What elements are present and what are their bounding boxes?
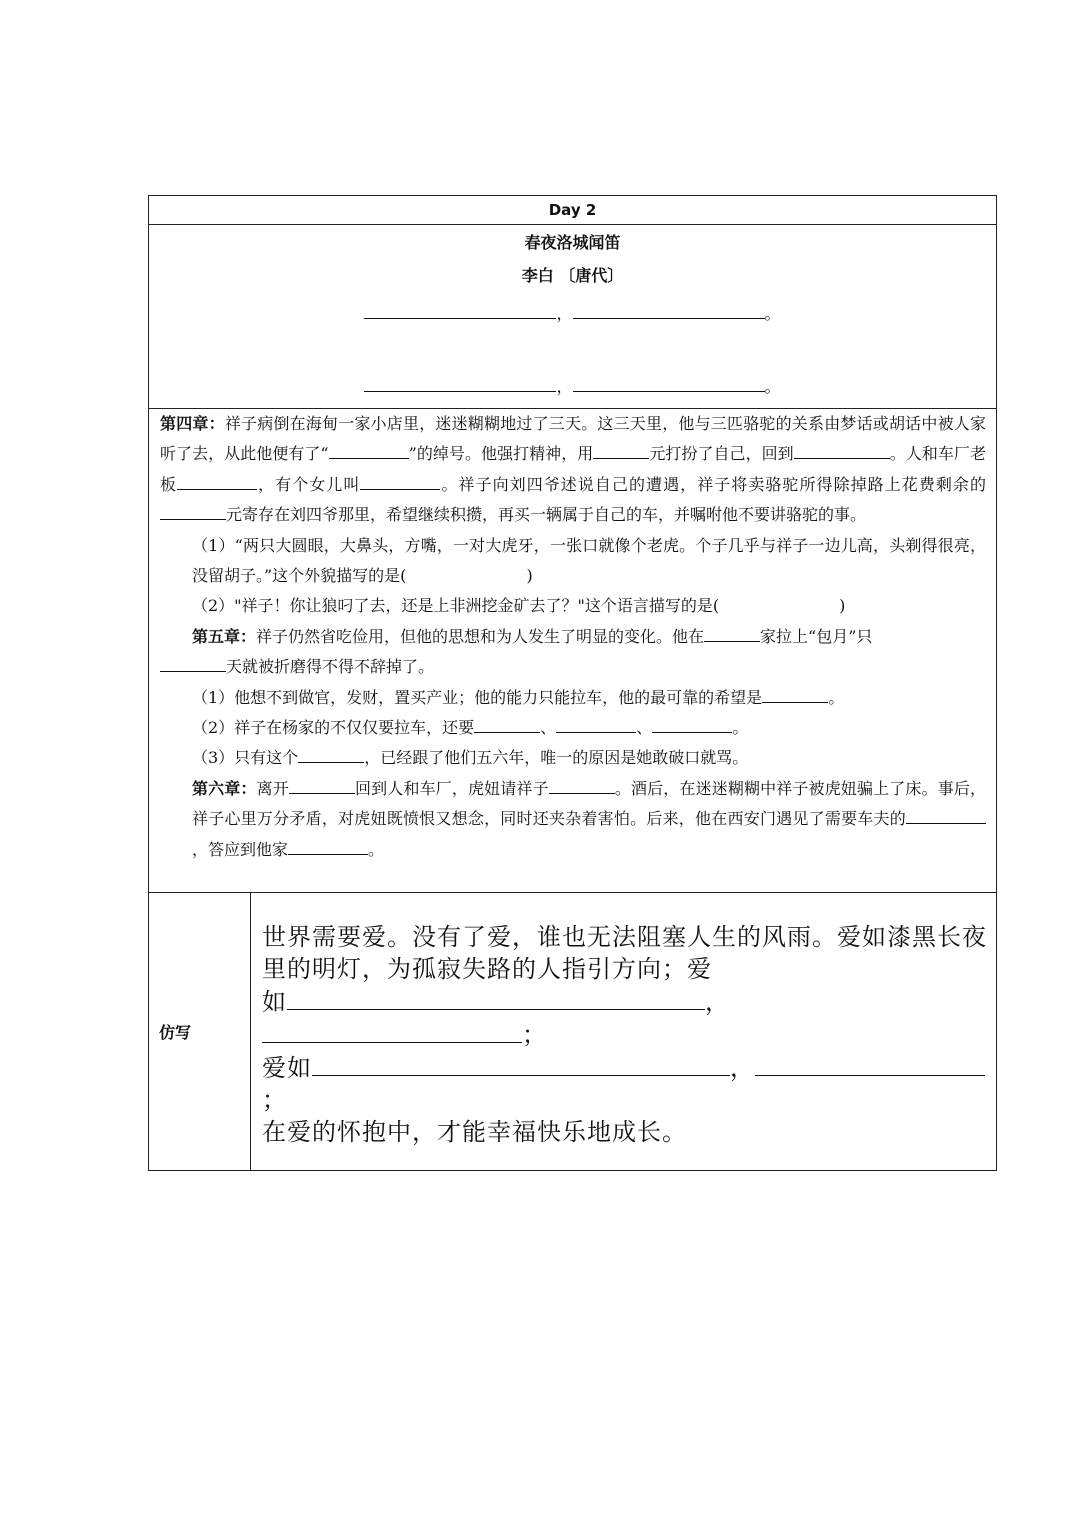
blank[interactable] [573,302,765,319]
imitation-writing-section [149,893,996,1170]
blank[interactable] [360,473,440,490]
poem-line-2: ， 。 [149,374,996,397]
blank[interactable] [549,777,615,794]
blank[interactable] [364,302,556,319]
question-3: （1）他想不到做官，发财，置买产业；他的能力只能拉车，他的最可靠的希望是 。 [192,687,845,707]
practice-ending: 在爱的怀抱中，才能幸福快乐地成长。 [262,1118,687,1146]
poem-section [149,225,996,409]
question-5: （3）只有这个 ，已经跟了他们五六年，唯一的原因是她敢破口就骂。 [192,748,749,768]
blank[interactable] [298,746,364,763]
blank[interactable] [262,1018,522,1043]
day-title: Day 2 [548,201,597,219]
blank[interactable] [312,1051,730,1076]
poem-author: 李白 〔唐代〕 [521,266,624,285]
practice-fill-line-1: 如 ，； [262,985,988,1051]
chapter-6-paragraph: 第六章：离开 回到人和车厂，虎妞请祥子 。酒后，在迷迷糊糊中祥子被虎妞骗上了床。事后，祥子心里万分矛盾，对虎妞既愤恨又想念，同时还夹杂着害怕。后来，他在西安门遇见了需要车夫的，答应到他家 。 [192,778,986,859]
day-header [149,196,996,225]
practice-content [251,893,996,1170]
practice-fill-line-2: 爱如 ，； [262,1051,988,1116]
blank[interactable] [652,716,732,733]
blank[interactable] [329,442,409,459]
question-1: （1）“两只大圆眼，大鼻头，方嘴，一对大虎牙，一张口就像个老虎。个子几乎与祥子一边儿高，头剃得很亮，没留胡子。”这个外貌描写的是( ) [192,535,986,586]
blank[interactable] [704,625,760,642]
blank[interactable] [794,442,890,459]
blank[interactable] [160,655,226,672]
blank[interactable] [593,442,649,459]
blank[interactable] [556,716,636,733]
blank[interactable] [287,985,705,1010]
blank[interactable] [160,503,226,520]
blank[interactable] [288,838,368,855]
summary-section [149,409,996,893]
poem-title: 春夜洛城闻笛 [524,233,621,252]
blank[interactable] [364,375,556,392]
blank[interactable] [906,807,986,824]
practice-label: 仿写 [149,893,251,1170]
question-2: （2）"祥子！你让狼叼了去，还是上非洲挖金矿去了？"这个语言描写的是( ) [192,596,846,616]
chapter-4-paragraph: 第四章：祥子病倒在海甸一家小店里，迷迷糊糊地过了三天。这三天里，他与三匹骆驼的关系由梦话或胡话中被人家听了去，从此他便有了“ ”的绰号。他强打精神，用 元打扮了自己，回到 。人和车厂老板 ，有个女儿叫 。祥子向刘四爷述说自己的遭遇，祥子将卖骆驼所得除掉路上花费剩余的元寄存在刘四爷那里，希望继续积攒，再买一辆属于自己的车，并嘱咐他不要讲骆驼的事。 [160,414,986,525]
chapter-5-cont: 天就被折磨得不得不辞掉了。 [160,652,986,682]
blank[interactable] [474,716,540,733]
question-4: （2）祥子在杨家的不仅仅要拉车，还要 、 、 。 [192,718,749,738]
blank[interactable] [755,1051,985,1076]
chapter-5-paragraph: 第五章：祥子仍然省吃俭用，但他的思想和为人发生了明显的变化。他在 家拉上“包月”只 [192,626,873,646]
blank[interactable] [573,375,765,392]
blank[interactable] [762,686,828,703]
blank[interactable] [177,473,257,490]
blank[interactable] [289,777,355,794]
poem-line-1: ， 。 [149,301,996,324]
practice-text: 世界需要爱。没有了爱，谁也无法阻塞人生的风雨。爱如漆黑长夜里的明灯，为孤寂失路的人指引方向；爱 [262,923,987,983]
worksheet-table [148,195,997,1171]
